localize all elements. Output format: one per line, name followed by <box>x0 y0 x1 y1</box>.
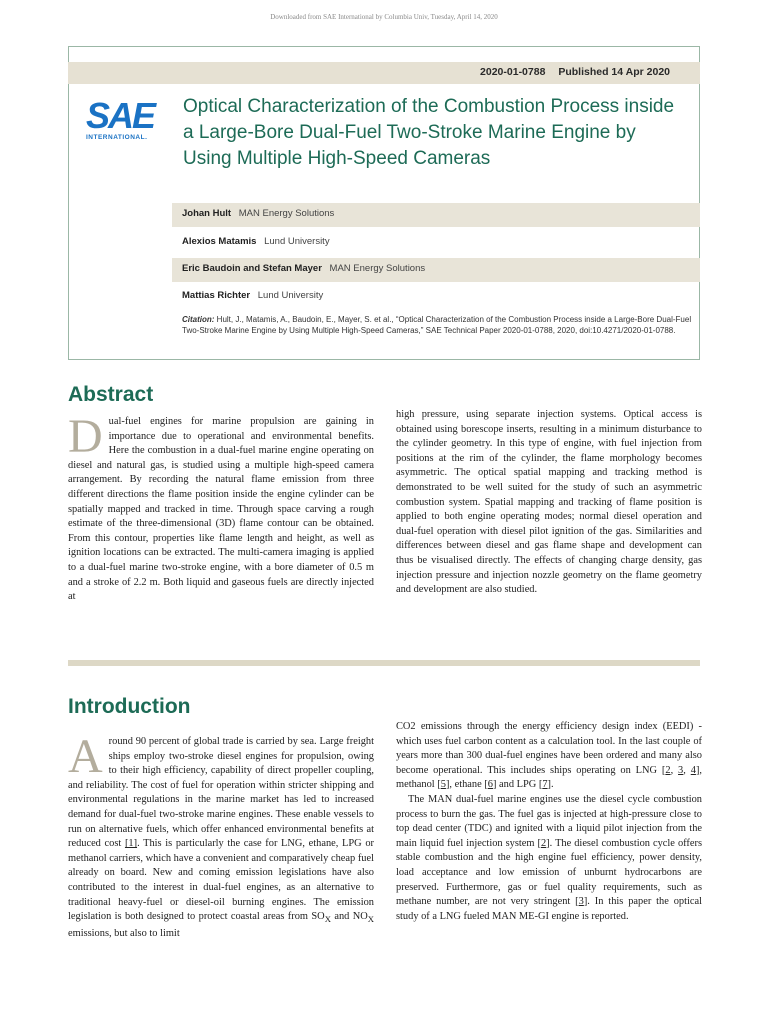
subscript: X <box>367 914 374 925</box>
reference-link[interactable]: 3 <box>678 764 684 776</box>
introduction-left-column <box>68 730 374 941</box>
download-note: Downloaded from SAE International by Columbia Univ, Tuesday, April 14, 2020 <box>270 13 498 21</box>
intro-text: ]. <box>547 779 554 791</box>
intro-text: emissions, but also to limit <box>68 927 180 939</box>
reference-link[interactable]: 4 <box>690 764 696 776</box>
reference-link[interactable]: 5 <box>440 779 446 791</box>
author-affiliation: MAN Energy Solutions <box>238 208 335 219</box>
citation-text: Hult, J., Matamis, A., Baudoin, E., Mayer, S. et al., “Optical Characterization of the Combustion Process inside a Large-Bore Dual-Fuel Two-Stroke Marine Engine by Using Multiple High-Speed Cameras,” SAE Technical Paper 2020-01-0788, 2020, doi:10.4271/2020-01-0788. <box>182 315 692 335</box>
abstract-left-column <box>68 410 374 605</box>
intro-text: . This is particularly the case for LNG, ethane, LPG or methanol carriers, which have a convenient and comparatively cheap fuel already on board. New and coming emission legislations have also contributed to the interest in dual-fuel engines, as an alternative to traditional heavy-fuel or diesel-oil burning engines. The emission legislation is both designed to protect coastal areas from SO <box>68 838 374 923</box>
author-row <box>172 231 700 255</box>
subscript: X <box>324 914 331 925</box>
intro-text: ]. In this paper the optical study of a LNG fueled MAN ME-GI engine is reported. <box>396 896 703 922</box>
dropcap: A <box>68 730 103 783</box>
author-row <box>172 285 700 309</box>
introduction-heading: Introduction <box>68 695 191 718</box>
reference-link[interactable]: 7 <box>542 779 548 791</box>
reference-link[interactable]: 6 <box>487 779 493 791</box>
intro-text: ], ethane [ <box>445 779 488 791</box>
author-name: Eric Baudoin and Stefan Mayer <box>182 263 322 274</box>
abstract-heading: Abstract <box>68 383 154 406</box>
abstract-text: ual-fuel engines for marine propulsion are gaining in importance due to operational and environmental benefits. Here the combustion in a dual-fuel marine engine operating on diesel and natural gas, is studied using a multiple high-speed camera arrangement. By recording the natural flame emission from three different directions the flame position inside the engine cylinder can be spatially mapped and tracked in time. Through space carving a rough estimate of the three-dimensional (3D) flame contour can be obtained. From this contour, properties like flame length and height, as well as ignition locations can be extracted. The multi-camera imaging is applied to a dual-fuel marine two-stroke engine, with a bore diameter of 0.5 m and a stroke of 2.2 m. Both liquid and gaseous fuels are directly injected at <box>68 416 374 603</box>
citation-label: Citation: <box>182 315 215 324</box>
paper-title: Optical Characterization of the Combustion Process inside a Large-Bore Dual-Fuel Two-Stroke Marine Engine by Using Multiple High-Speed Cameras <box>183 96 675 169</box>
intro-text: The MAN dual-fuel marine engines use the diesel cycle combustion process to burn the gas. The fuel gas is injected at high-pressure close to top dead center (TDC) and ignited with a liquid pilot injection from the main liquid fuel injection system [ <box>396 793 702 849</box>
author-affiliation: MAN Energy Solutions <box>329 263 426 274</box>
author-name: Mattias Richter <box>182 290 251 301</box>
reference-link[interactable]: 2 <box>540 837 547 849</box>
publication-bar <box>68 62 700 84</box>
reference-link[interactable]: 2 <box>665 764 671 776</box>
sae-logo <box>86 95 155 148</box>
section-divider <box>68 660 700 666</box>
paper-number: 2020-01-0788 <box>480 66 546 78</box>
author-affiliation: Lund University <box>257 290 324 301</box>
intro-text: round 90 percent of global trade is carried by sea. Large freight ships employ two-stroke diesel engines for propulsion, owing to their high efficiency, capability of direct propeller coupling, and reliability. The cost of fuel for operation within stricter shipping and environmental regulations in the marine market has led to increased demand for dual-fuel two-stroke marine engines. These enable vessels to run on alternative fuels, which offer enhanced environmental benefits at reduced cost <box>68 736 374 850</box>
abstract-right-column <box>396 408 702 598</box>
author-name: Johan Hult <box>182 208 232 219</box>
intro-text: ], methanol [ <box>396 764 702 791</box>
author-row <box>172 258 700 282</box>
author-row <box>172 203 700 227</box>
citation <box>182 314 692 336</box>
sae-logo-letters: SAE <box>86 95 155 136</box>
introduction-right-column: CO2 emissions through the energy efficiency design index (EEDI) - which uses fuel carbon content as a calculation tool. In the last couple of years more than 300 dual-fuel engines have been ordered and many also become operational. This includes ships operating on LNG [2, 3, 4], methanol [5], ethane [6] and LPG [7]. The MAN dual-fuel marine engines use the diesel cycle combustion process to burn the gas. The fuel gas is injected at high-pressure close to top dead center (TDC) and ignited with a liquid pilot injection from the main liquid fuel injection system [2]. The diesel combustion cycle offers stable combustion and the high engine fuel efficiency, power density, load acceptance and low emission of unburnt hydrocarbons are preserved. Furthermore, gas or fuel quality requirements, such as methane number, are not very stringent [3]. In this paper the optical study of a LNG fueled MAN ME-GI engine is reported. <box>396 721 703 922</box>
reference-link[interactable]: [1] <box>124 838 138 850</box>
author-name: Alexios Matamis <box>182 236 257 247</box>
dropcap: D <box>68 410 103 463</box>
intro-text: CO2 emissions through the energy efficiency design index (EEDI) - which uses fuel carbon content as a calculation tool. In the last couple of years more than 300 dual-fuel engines have been ordered and many also become operational. This includes ships operating on LNG [ <box>396 721 702 776</box>
abstract-text-continued: high pressure, using separate injection systems. Optical access is obtained using borescope inserts, resulting in a minimum disturbance to the cylinder geometry. In this type of engine, with fuel injection from positions at the rim of the cylinder, the flame morphology becomes asymmetric. The optical spatial mapping and tracking method is demonstrated to be well suited for the study of such an asymmetric combustion system. Spatial mapping and tracking of flame position is applied to both engine operating modes; normal diesel operation and dual-fuel operation with diesel pilot ignition of the gas. Similarities and differences between diesel and gas flame shape and development can thus be visualised directly. The effects of changing charge density, gas injection pressure and injection nozzle geometry on the flame geometry and development are also studied. <box>396 409 702 596</box>
reference-link[interactable]: 3 <box>578 896 584 908</box>
intro-text: and NO <box>330 911 368 923</box>
author-affiliation: Lund University <box>264 236 330 247</box>
publish-date: Published 14 Apr 2020 <box>558 66 670 78</box>
sae-logo-subtitle: INTERNATIONAL. <box>86 134 148 141</box>
intro-text: ]. The diesel combustion cycle offers stable combustion and the high engine fuel efficiency, power density, load acceptance and low emission of unburnt hydrocarbons are preserved. Furthermore, gas or fuel quality requirements, such as methane number, are not very stringent [ <box>396 837 702 908</box>
intro-text: ] and LPG [ <box>492 779 543 791</box>
publication-info <box>470 66 670 78</box>
